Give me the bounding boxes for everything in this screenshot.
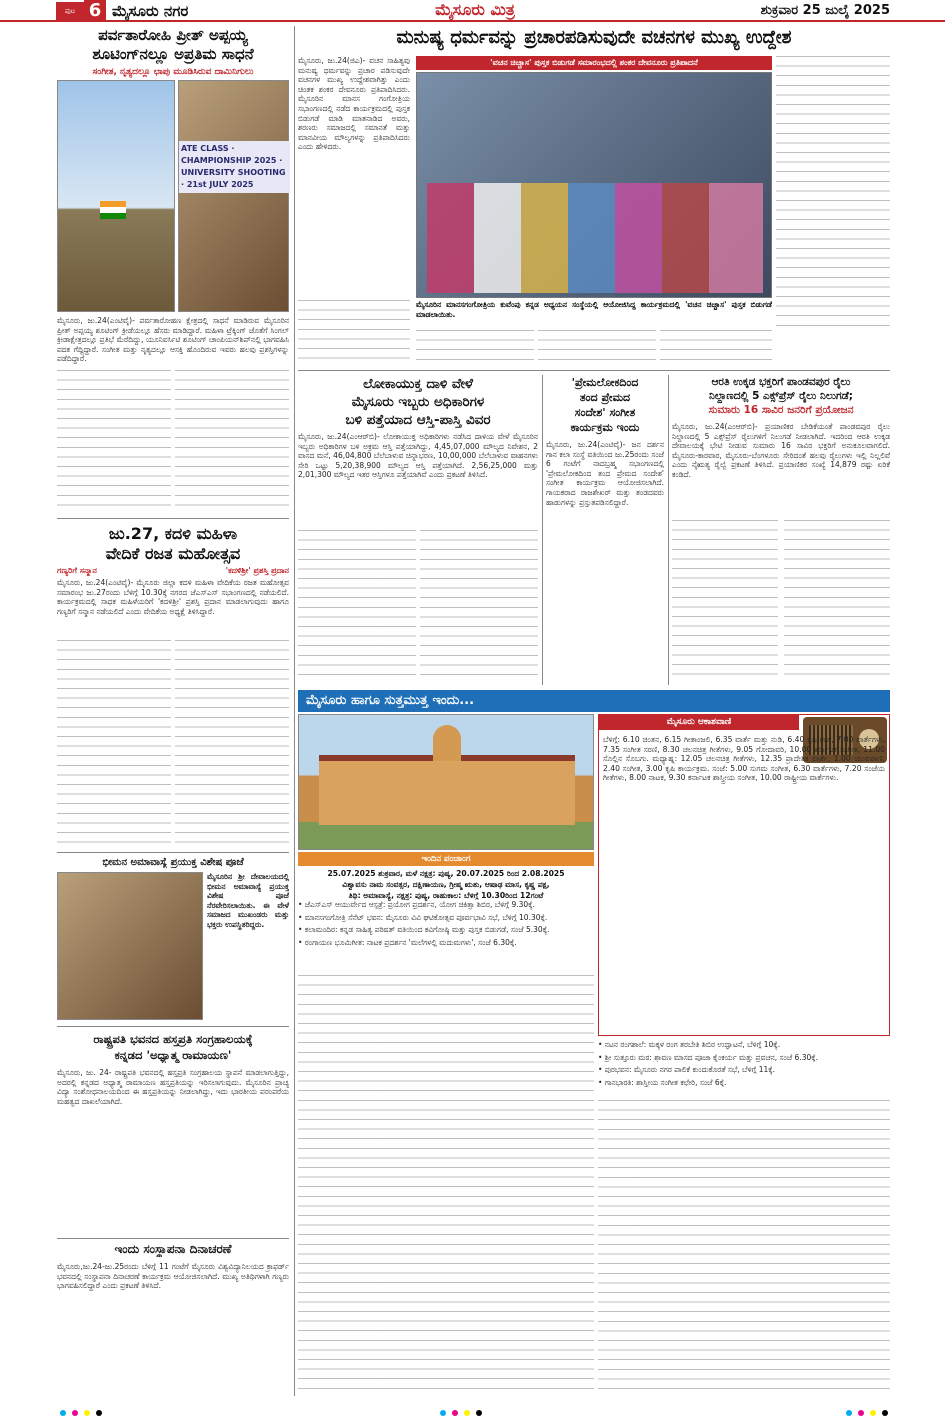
main-body-col3	[538, 330, 656, 366]
main-strap: 'ವಚನ ಚಿಚ್ಚಾಸ' ಪುಸ್ತಕ ಬಿಡುಗಡೆ ಸಮಾರಂಭದಲ್ಲಿ ಶಂಕರ ದೇವನೂರು ಪ್ರತಿಪಾದನೆ	[416, 56, 772, 70]
lokayukta-col1	[298, 530, 416, 680]
ramayana-headline: ರಾಷ್ಟ್ರಪತಿ ಭವನದ ಹಸ್ತಪ್ರತಿ ಸಂಗ್ರಹಾಲಯಕ್ಕೆ ಕನ್ನಡದ 'ಅಧ್ಯಾತ್ಮ ರಾಮಾಯಣ'	[93, 1032, 253, 1062]
list-item: • ನಟನ ರಂಗಶಾಲೆ: ಮಕ್ಕಳ ರಂಗ ತರಬೇತಿ ಶಿಬಿರ ಉದ್ಘಾಟನೆ, ಬೆಳಿಗ್ಗೆ 10ಕ್ಕೆ.	[598, 1040, 781, 1049]
puja-headline: ಭೀಮನ ಅಮಾವಾಸ್ಯೆ ಪ್ರಯುಕ್ತ ವಿಶೇಷ ಪೂಜೆ	[102, 857, 244, 868]
page-number: 6	[84, 0, 106, 22]
main-body-col4	[776, 56, 890, 326]
main-body-col1b	[298, 300, 410, 366]
flag-icon	[100, 201, 126, 219]
main-headline: ಮನುಷ್ಯ ಧರ್ಮವನ್ನು ಪ್ರಚಾರಪಡಿಸುವುದೇ ವಚನಗಳ ಮುಖ್ಯ ಉದ್ದೇಶ	[396, 27, 792, 48]
events-list	[298, 900, 594, 950]
championship-banner: ATE CLASS · CHAMPIONSHIP 2025 · UNIVERSITY SHOOTING · 21st JULY 2025	[179, 141, 290, 193]
story1-body-col2	[175, 370, 289, 510]
panchanga-text: 25.07.2025 ಶುಕ್ರವಾರ, ಮಳೆ ನಕ್ಷತ್ರ: ಪುಷ್ಯ, 20.07.2025 ರಿಂದ 2.08.2025 ವಿಶ್ವಾವಸು ನಾಮ ಸಂವತ್ಸರ, ದಕ್ಷಿಣಾಯಣ, ಗ್ರೀಷ್ಮ ಋತು, ಆಷಾಢ ಮಾಸ, ಕೃಷ್ಣ ಪಕ್ಷ, ತಿಥಿ: ಅಮಾವಾಸ್ಯೆ, ನಕ್ಷತ್ರ: ಪುಷ್ಯ, ರಾಹುಕಾಲ: ಬೆಳಿಗ್ಗೆ 10.30ರಿಂದ 12ಗಂಟೆ	[327, 869, 565, 900]
book-release-photo	[416, 72, 772, 298]
masthead: ಮೈಸೂರು ಮಿತ್ರ	[435, 0, 515, 19]
story1-subtitle: ಸಂಗೀತ, ನೃತ್ಯದಲ್ಲೂ ಛಾಪು ಮೂಡಿಸಿರುವ ದಾಮಿನಿಗುಲು	[92, 67, 254, 77]
list-item: • ಶ್ರೀ ಸುತ್ತೂರು ಮಠ: ಶ್ರಾವಣ ಮಾಸದ ಪೂಜಾ ಕೈಂಕರ್ಯ ಮತ್ತು ಪ್ರವಚನ, ಸಂಜೆ 6.30ಕ್ಕೆ.	[598, 1052, 819, 1062]
railway-col1	[672, 520, 778, 680]
premaloka-headline: 'ಪ್ರೇಮಲೋಕದಿಂದ ತಂದ ಪ್ರೇಮದ ಸಂದೇಶ' ಸಂಗೀತ ಕಾರ್ಯಕ್ರಮ ಇಂದು	[570, 376, 640, 434]
puja-photo	[57, 872, 203, 1020]
kadali-body-col1	[57, 640, 171, 848]
main-body-col1: ಮೈಸೂರು, ಜು.24(ಜಿಎ)- ವಚನ ಸಾಹಿತ್ಯವು ಮನುಷ್ಯ ಧರ್ಮವನ್ನು ಪ್ರಚಾರ ಪಡಿಸುವುದೇ ವಚನಗಳ ಮುಖ್ಯ ಉದ್ದೇಶವಾಗಿತ್ತು ಎಂದು ಚಿಂತಕ ಶಂಕರ ದೇವನೂರು ಪ್ರತಿಪಾದಿಸಿದರು. ಮೈಸೂರಿನ ಮಾನಸ ಗಂಗೋತ್ರಿಯ ಸಭಾಂಗಣದಲ್ಲಿ ನಡೆದ ಕಾರ್ಯಕ್ರಮದಲ್ಲಿ ಪುಸ್ತಕ ಬಿಡುಗಡೆ ಮಾಡಿ ಮಾತನಾಡಿದ ಅವರು, ಶರಣರು ಸಮಾಜದಲ್ಲಿ ಸಮಾನತೆ ಮತ್ತು ಮಾನವೀಯ ಮೌಲ್ಯಗಳನ್ನು ಪ್ರತಿಪಾದಿಸಿದರು ಎಂದು ಹೇಳಿದರು.	[298, 56, 410, 152]
story1-body-col1	[57, 370, 171, 510]
lokayukta-body: ಮೈಸೂರು, ಜು.24(ಎಂಆರ್‌ಬಿ)- ಲೋಕಾಯುಕ್ತ ಅಧಿಕಾರಿಗಳು ನಡೆಸಿದ ದಾಳಿಯ ವೇಳೆ ಮೈಸೂರಿನ ಇಬ್ಬರು ಅಧಿಕಾರಿಗಳ ಬಳಿ ಅಕ್ರಮ ಆಸ್ತಿ ಪತ್ತೆಯಾಗಿದ್ದು, 4,45,07,000 ಮೌಲ್ಯದ ನಿವೇಶನ, 2 ವಾಸದ ಮನೆ, 46,04,800 ಬೆಲೆಬಾಳುವ ಚಿನ್ನಾಭರಣ, 10,00,000 ಬೆಲೆಬಾಳುವ ವಾಹನಗಳು ಸೇರಿ ಒಟ್ಟು 5,20,38,900 ಮೌಲ್ಯದ ಆಸ್ತಿ ಪತ್ತೆಯಾಗಿದೆ. 2,56,25,000 ಮತ್ತು 2,01,300 ಮೌಲ್ಯದ ಇತರ ಆಸ್ತಿಗಳೂ ಪತ್ತೆಯಾಗಿವೆ ಎಂದು ಪ್ರಕಟಣೆ ತಿಳಿಸಿದೆ.	[298, 432, 538, 480]
kadali-headline: ಜು.27, ಕದಳಿ ಮಹಿಳಾ ವೇದಿಕೆ ರಜತ ಮಹೋತ್ಸವ	[105, 524, 241, 563]
list-item: • ಜೆಎಸ್‌ಎಸ್ ಆಯುರ್ವೇದ ಆಸ್ಪತ್ರೆ: ಪ್ರಯೋಗ ಪ್ರದರ್ಶನ, ಯೋಗ ಚಿಕಿತ್ಸಾ ಶಿಬಿರ, ಬೆಳಿಗ್ಗೆ 9.30ಕ್ಕೆ.	[298, 900, 535, 909]
railway-headline: ಆರತಿ ಉಕ್ಕಡ ಭಕ್ತರಿಗೆ ಪಾಂಡವಪುರ ರೈಲು ನಿಲ್ದಾಣದಲ್ಲಿ 5 ಎಕ್ಸ್‌ಪ್ರೆಸ್ ರೈಲು ನಿಲುಗಡೆ; ಸುಮಾರು 16 ಸಾವಿರ ಜನರಿಗೆ ಪ್ರಯೋಜನ	[708, 376, 854, 416]
events-more	[298, 975, 594, 1395]
radio-title: ಮೈಸೂರು ಆಕಾಶವಾಣಿ	[599, 715, 799, 730]
list-item: • ಪುರಭವನ: ಮೈಸೂರು ನಗರ ಪಾಲಿಕೆ ಕುಂದುಕೊರತೆ ಸಭೆ, ಬೆಳಿಗ್ಗೆ 11ಕ್ಕೆ.	[598, 1065, 776, 1075]
page-header	[0, 0, 945, 22]
registration-dots-right	[846, 1410, 888, 1416]
lokayukta-col2	[420, 530, 538, 680]
main-body-col2	[416, 330, 534, 366]
story1-body: ಮೈಸೂರು, ಜು.24(ಎಂಟಿವೈ)- ಪರ್ವತಾರೋಹಣ ಕ್ಷೇತ್ರದಲ್ಲಿ ಸಾಧನೆ ಮಾಡಿರುವ ಮೈಸೂರಿನ ಪ್ರೀತ್ ಅಪ್ಪಯ್ಯ ಶೂಟಿಂಗ್ ಕ್ರೀಡೆಯಲ್ಲೂ ಹೆಸರು ಮಾಡಿದ್ದಾರೆ. ಮಹಿಳಾ ಟ್ರೆಕ್ಕಿಂಗ್ ಜೊತೆಗೆ ಸಿಂಗಲ್ ಕ್ರೀಡಾಕ್ಷೇತ್ರದಲ್ಲೂ ಪ್ರತಿಭೆ ಮೆರೆದಿದ್ದು, ಯೂನಿವರ್ಸಿಟಿ ಶೂಟಿಂಗ್ ಚಾಂಪಿಯನ್‌ಶಿಪ್‌ನಲ್ಲಿ ಭಾಗವಹಿಸಿ ಪದಕ ಗೆದ್ದಿದ್ದಾರೆ. ಸಂಗೀತ ಮತ್ತು ನೃತ್ಯದಲ್ಲೂ ಆಸಕ್ತಿ ಹೊಂದಿರುವ ಇವರು ಹಲವು ಪ್ರಶಸ್ತಿಗಳನ್ನು ಪಡೆದಿದ್ದಾರೆ.	[57, 316, 289, 364]
speakers-group	[427, 183, 763, 293]
railway-body: ಮೈಸೂರು, ಜು.24(ಎಂಆರ್‌ಬಿ)- ಪ್ರಯಾಣಿಕರ ಬೇಡಿಕೆಯಂತೆ ಪಾಂಡವಪುರ ರೈಲು ನಿಲ್ದಾಣದಲ್ಲಿ 5 ಎಕ್ಸ್‌ಪ್ರೆಸ್ ರೈಲುಗಳಿಗೆ ನಿಲುಗಡೆ ನೀಡಲಾಗಿದೆ. ಇದರಿಂದ ಆರತಿ ಉಕ್ಕಡ ದೇವಾಲಯಕ್ಕೆ ಭೇಟಿ ನೀಡುವ ಸುಮಾರು 16 ಸಾವಿರ ಭಕ್ತರಿಗೆ ಅನುಕೂಲವಾಗಲಿದೆ. ಮೈಸೂರು-ಕಾರವಾರ, ಮೈಸೂರು-ಬೆಂಗಳೂರು ಸೇರಿದಂತೆ ಹಲವು ರೈಲುಗಳು ಇಲ್ಲಿ ನಿಲ್ಲಲಿವೆ ಎಂದು ನೈಋತ್ಯ ರೈಲ್ವೆ ಪ್ರಕಟಣೆ ತಿಳಿಸಿದೆ. ಪ್ರಯಾಣಿಕರ ಸಂಖ್ಯೆ 14,879 ರಷ್ಟು ಏರಿಕೆ ಕಂಡಿದೆ.	[672, 422, 890, 479]
palace-building	[319, 755, 575, 825]
list-item: • ಕಲಾಮಂದಿರ: ಕನ್ನಡ ಸಾಹಿತ್ಯ ಪರಿಷತ್ ವತಿಯಿಂದ ಕವಿಗೋಷ್ಠಿ ಮತ್ತು ಪುಸ್ತಕ ಬಿಡುಗಡೆ, ಸಂಜೆ 5.30ಕ್ಕೆ.	[298, 925, 550, 935]
radio-schedule: ಬೆಳಿಗ್ಗೆ: 6.10 ಚಿಂತನ, 6.15 ಗೀತಾಂಜಲಿ, 6.35 ವಾರ್ತೆ ಮತ್ತು ನುಡಿ, 6.40 ಕೃಷಿ ರಂಗ, 7.00 ವಾರ್ತೆಗಳು, 7.35 ಸಂಗೀತ ಸರಣಿ, 8.30 ಚಲನಚಿತ್ರ ಗೀತೆಗಳು, 9.05 ಗೋದಾವರಿ, 10.00 ಕರ್ನಾಟಕ ಸಂಗೀತ, 11.00 ಸೊಲ್ಲಿನ ಸೊಬಗು. ಮಧ್ಯಾಹ್ನ: 12.05 ಚಲನಚಿತ್ರ ಗೀತೆಗಳು, 12.35 ಪ್ರಾದೇಶಿಕ ವಾರ್ತೆ, 1.00 ಯುವವಾಣಿ, 2.40 ಸಂಗೀತ, 3.00 ಕೃಷಿ ಕಾರ್ಯಕ್ರಮ. ಸಂಜೆ: 5.00 ಸುಗಮ ಸಂಗೀತ, 6.30 ವಾರ್ತೆಗಳು, 7.20 ಸಂಜೆಯ ಗೀತೆಗಳು, 8.00 ನಾಟಕ, 9.30 ಕರ್ನಾಟಕ ಶಾಸ್ತ್ರೀಯ ಸಂಗೀತ, 10.00 ರಾಷ್ಟ್ರೀಯ ವಾರ್ತೆಗಳು.	[603, 735, 885, 783]
page-label: ಪುಟ	[56, 2, 84, 20]
events-more-2	[598, 1100, 890, 1395]
list-item: • ಗಾನಭಾರತಿ: ಶಾಸ್ತ್ರೀಯ ಸಂಗೀತ ಕಛೇರಿ, ಸಂಜೆ 6ಕ್ಕೆ.	[598, 1077, 727, 1087]
kadali-body-col2	[175, 640, 289, 848]
kadali-strap-left: ಗಣ್ಯರಿಗೆ ಸನ್ಮಾನ	[57, 566, 97, 575]
story1-headline: ಪರ್ವತಾರೋಹಿ ಪ್ರೀತ್ ಅಪ್ಪಯ್ಯ ಶೂಟಿಂಗ್‌ನಲ್ಲೂ ಅಪ್ರತಿಮ ಸಾಧನೆ	[92, 26, 254, 63]
list-item: • ರಂಗಾಯಣ ಭೂಮಿಗೀತ: ನಾಟಕ ಪ್ರದರ್ಶನ 'ಮಲೆಗಳಲ್ಲಿ ಮದುಮಗಳು', ಸಂಜೆ 6.30ಕ್ಕೆ.	[298, 937, 517, 947]
list-item: • ಮಾನಸಗಂಗೋತ್ರಿ ಸೆನೆಟ್ ಭವನ: ಮೈಸೂರು ವಿವಿ ಘಟಿಕೋತ್ಸವ ಪೂರ್ವಭಾವಿ ಸಭೆ, ಬೆಳಿಗ್ಗೆ 10.30ಕ್ಕೆ.	[298, 912, 548, 922]
shooting-photo	[178, 80, 289, 312]
palace-photo	[298, 714, 594, 850]
date: ಶುಕ್ರವಾರ 25 ಜುಲೈ 2025	[760, 3, 890, 18]
lokayukta-headline: ಲೋಕಾಯುಕ್ತ ದಾಳಿ ವೇಳೆ ಮೈಸೂರು ಇಬ್ಬರು ಅಧಿಕಾರಿಗಳ ಬಳಿ ಪತ್ತೆಯಾದ ಆಸ್ತಿ-ಪಾಸ್ತಿ ವಿವರ	[345, 376, 491, 428]
founding-headline: ಇಂದು ಸಂಸ್ಥಾಪನಾ ದಿನಾಚರಣೆ	[114, 1242, 232, 1256]
founding-body: ಮೈಸೂರು,ಜು.24-ಜು.25ರಂದು ಬೆಳಿಗ್ಗೆ 11 ಗಂಟೆಗೆ ಮೈಸೂರು ವಿಶ್ವವಿದ್ಯಾನಿಲಯದ ಕ್ರಾಫರ್ಡ್ ಭವನದಲ್ಲಿ ಸಂಸ್ಥಾಪನಾ ದಿನಾಚರಣೆ ಕಾರ್ಯಕ್ರಮ ಆಯೋಜಿಸಲಾಗಿದೆ. ಮುಖ್ಯ ಅತಿಥಿಗಳಾಗಿ ಗಣ್ಯರು ಭಾಗವಹಿಸಲಿದ್ದಾರೆ ಎಂದು ಪ್ರಕಟಣೆ ತಿಳಿಸಿದೆ.	[57, 1262, 289, 1291]
main-caption: ಮೈಸೂರಿನ ಮಾನಸಗಂಗೋತ್ರಿಯ ಕುವೆಂಪು ಕನ್ನಡ ಅಧ್ಯಯನ ಸಂಸ್ಥೆಯಲ್ಲಿ ಆಯೋಜಿಸಿದ್ದ ಕಾರ್ಯಕ್ರಮದಲ್ಲಿ 'ವಚನ ಚಿಚ್ಚಾಸ' ಪುಸ್ತಕ ಬಿಡುಗಡೆ ಮಾಡಲಾಯಿತು.	[416, 300, 772, 319]
today-band: ಮೈಸೂರು ಹಾಗೂ ಸುತ್ತಮುತ್ತ ಇಂದು...	[298, 690, 890, 712]
events-list-2	[598, 1040, 890, 1090]
registration-dots-left	[60, 1410, 102, 1416]
kadali-strap-right: 'ಕದಳಿಶ್ರೀ' ಪ್ರಶಸ್ತಿ ಪ್ರದಾನ	[225, 566, 289, 575]
palace-dome	[433, 725, 461, 761]
railway-col2	[784, 520, 890, 680]
mountaineer-photo	[57, 80, 175, 312]
premaloka-body: ಮೈಸೂರು, ಜು.24(ಎಂಟಿವೈ)- ಜನ ದರ್ಶನ ಗಾನ ಕಲಾ ಸಂಸ್ಥೆ ವತಿಯಿಂದ ಜು.25ರಂದು ಸಂಜೆ 6 ಗಂಟೆಗೆ ನಾದಬ್ರಹ್ಮ ಸಭಾಂಗಣದಲ್ಲಿ 'ಪ್ರೇಮಲೋಕದಿಂದ ತಂದ ಪ್ರೇಮದ ಸಂದೇಶ' ಸಂಗೀತ ಕಾರ್ಯಕ್ರಮ ಆಯೋಜಿಸಲಾಗಿದೆ. ಗಾಯಕರಾದ ರಾಜಶೇಖರ್ ಮತ್ತು ತಂಡದವರು ಹಾಡುಗಳನ್ನು ಪ್ರಸ್ತುತಪಡಿಸಲಿದ್ದಾರೆ.	[546, 440, 664, 507]
section-title: ಮೈಸೂರು ನಗರ	[112, 2, 189, 20]
ramayana-body: ಮೈಸೂರು, ಜು. 24- ರಾಷ್ಟ್ರಪತಿ ಭವನದಲ್ಲಿ ಹಸ್ತಪ್ರತಿ ಸಂಗ್ರಹಾಲಯ ಸ್ಥಾಪನೆ ಮಾಡಲಾಗುತ್ತಿದ್ದು, ಅದರಲ್ಲಿ ಕನ್ನಡದ ಅಧ್ಯಾತ್ಮ ರಾಮಾಯಣ ಹಸ್ತಪ್ರತಿಯನ್ನು ಇರಿಸಲಾಗುವುದು. ಮೈಸೂರಿನ ಪ್ರಾಚ್ಯ ವಿದ್ಯಾ ಸಂಶೋಧನಾಲಯದಿಂದ ಈ ಹಸ್ತಪ್ರತಿಯನ್ನು ನೀಡಲಾಗಿದ್ದು, ಇದು ಭಾರತೀಯ ಪರಂಪರೆಯ ಮಹತ್ವದ ದಾಖಲೆಯಾಗಿದೆ.	[57, 1068, 289, 1106]
panchanga-title: ಇಂದಿನ ಪಂಚಾಂಗ	[298, 852, 594, 866]
radio-box	[598, 714, 890, 1036]
main-body-col5	[660, 330, 772, 366]
kadali-body: ಮೈಸೂರು, ಜು.24(ಎಂಟಿವೈ)- ಮೈಸೂರು ಜಿಲ್ಲಾ ಕದಳಿ ಮಹಿಳಾ ವೇದಿಕೆಯ ರಜತ ಮಹೋತ್ಸವ ಸಮಾರಂಭ ಜು.27ರಂದು ಬೆಳಿಗ್ಗೆ 10.30ಕ್ಕೆ ನಗರದ ಜೆಎಸ್‌ಎಸ್ ಸಭಾಂಗಣದಲ್ಲಿ ನಡೆಯಲಿದೆ. ಕಾರ್ಯಕ್ರಮದಲ್ಲಿ ಸಾಧಕ ಮಹಿಳೆಯರಿಗೆ 'ಕದಳಿಶ್ರೀ' ಪ್ರಶಸ್ತಿ ಪ್ರದಾನ ಮಾಡಲಾಗುವುದು ಹಾಗೂ ಗಣ್ಯರಿಗೆ ಸನ್ಮಾನ ನಡೆಯಲಿದೆ ಎಂದು ವೇದಿಕೆಯ ಅಧ್ಯಕ್ಷೆ ತಿಳಿಸಿದ್ದಾರೆ.	[57, 578, 289, 616]
puja-caption: ಮೈಸೂರಿನ ಶ್ರೀ ದೇವಾಲಯದಲ್ಲಿ ಭೀಮನ ಅಮಾವಾಸ್ಯೆ ಪ್ರಯುಕ್ತ ವಿಶೇಷ ಪೂಜೆ ನೆರವೇರಿಸಲಾಯಿತು. ಈ ವೇಳೆ ಸಮಾಜದ ಮುಖಂಡರು ಮತ್ತು ಭಕ್ತರು ಉಪಸ್ಥಿತರಿದ್ದರು.	[207, 872, 289, 929]
registration-dots-center	[440, 1410, 482, 1416]
